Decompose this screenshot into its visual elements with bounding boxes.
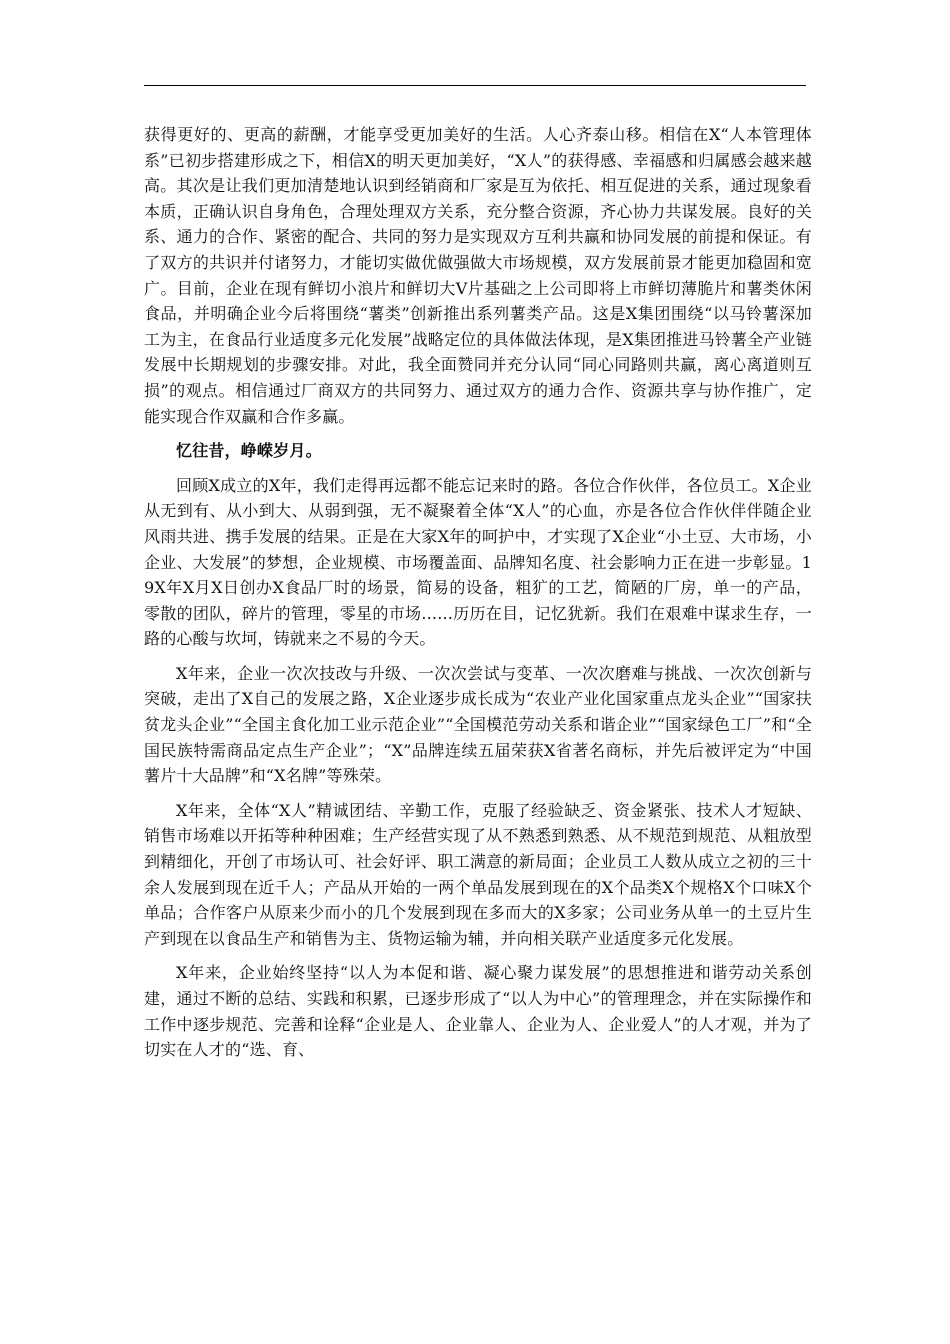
document-body bbox=[144, 122, 812, 1063]
paragraph-growth: X年来，全体“X人”精诚团结、辛勤工作，克服了经验缺乏、资金紧张、技术人才短缺、销售市场难以开拓等种种困难；生产经营实现了从不熟悉到熟悉、从不规范到规范、从粗放型到精细化，开创了市场认可、社会好评、职工满意的新局面；企业员工人数从成立之初的三十余人发展到现在近千人；产品从开始的一两个单品发展到现在的X个品类X个规格X个口味X个单品；合作客户从原来少而小的几个发展到现在多而大的X多家；公司业务从单一的土豆片生产到现在以食品生产和销售为主、货物运输为辅，并向相关联产业适度多元化发展。 bbox=[144, 800, 812, 948]
paragraph-labor-relations: X年来，企业始终坚持“以人为本促和谐、凝心聚力谋发展”的思想推进和谐劳动关系创建，通过不断的总结、实践和积累，已逐步形成了“以人为中心”的管理理念，并在实际操作和工作中逐步规范、完善和诠释“企业是人、企业靠人、企业为人、企业爱人”的人才观，并为了切实在人才的“选、育、 bbox=[144, 963, 812, 1060]
header-rule bbox=[144, 85, 806, 86]
paragraph-review: 回顾X成立的X年，我们走得再远都不能忘记来时的路。各位合作伙伴，各位员工。X企业从无到有、从小到大、从弱到强，无不凝聚着全体“X人”的心血，亦是各位合作伙伴伴随企业风雨共进、携手发展的结果。正是在大家X年的呵护中，才实现了X企业“小土豆、大市场，小企业、大发展”的梦想，企业规模、市场覆盖面、品牌知名度、社会影响力正在进一步彰显。19X年X月X日创办X食品厂时的场景，简易的设备，粗犷的工艺，简陋的厂房，单一的产品，零散的团队，碎片的管理，零星的市场......历历在目，记忆犹新。我们在艰难中谋求生存，一路的心酸与坎坷，铸就来之不易的今天。 bbox=[144, 475, 812, 649]
paragraph-achievements: X年来，企业一次次技改与升级、一次次尝试与变革、一次次磨难与挑战、一次次创新与突破，走出了X自己的发展之路，X企业逐步成长成为“农业产业化国家重点龙头企业”“国家扶贫龙头企业”“全国主食化加工业示范企业”“全国模范劳动关系和谐企业”“国家绿色工厂”和“全国民族特需商品定点生产企业”；“X”品牌连续五届荣获X省著名商标，并先后被评定为“中国薯片十大品牌”和“X名牌”等殊荣。 bbox=[144, 663, 812, 786]
paragraph-continuation: 获得更好的、更高的薪酬，才能享受更加美好的生活。人心齐泰山移。相信在X“人本管理体系”已初步搭建形成之下，相信X的明天更加美好，“X人”的获得感、幸福感和归属感会越来越高。其次是让我们更加清楚地认识到经销商和厂家是互为依托、相互促进的关系，通过现象看本质，正确认识自身角色，合理处理双方关系，充分整合资源，齐心协力共谋发展。良好的关系、通力的合作、紧密的配合、共同的努力是实现双方互利共赢和协同发展的前提和保证。有了双方的共识并付诸努力，才能切实做优做强做大市场规模，双方发展前景才能更加稳固和宽广。目前，企业在现有鲜切小浪片和鲜切大V片基础之上公司即将上市鲜切薄脆片和薯类休闲食品，并明确企业今后将围绕“薯类”创新推出系列薯类产品。这是X集团围绕“以马铃薯深加工为主，在食品行业适度多元化发展”战略定位的具体做法体现，是X集团推进马铃薯全产业链发展中长期规划的步骤安排。对此，我全面赞同并充分认同“同心同路则共赢，离心离道则互损”的观点。相信通过厂商双方的共同努力、通过双方的通力合作、资源共享与协作推广，定能实现合作双赢和合作多赢。 bbox=[144, 125, 812, 426]
section-heading: 忆往昔，峥嵘岁月。 bbox=[176, 441, 322, 461]
